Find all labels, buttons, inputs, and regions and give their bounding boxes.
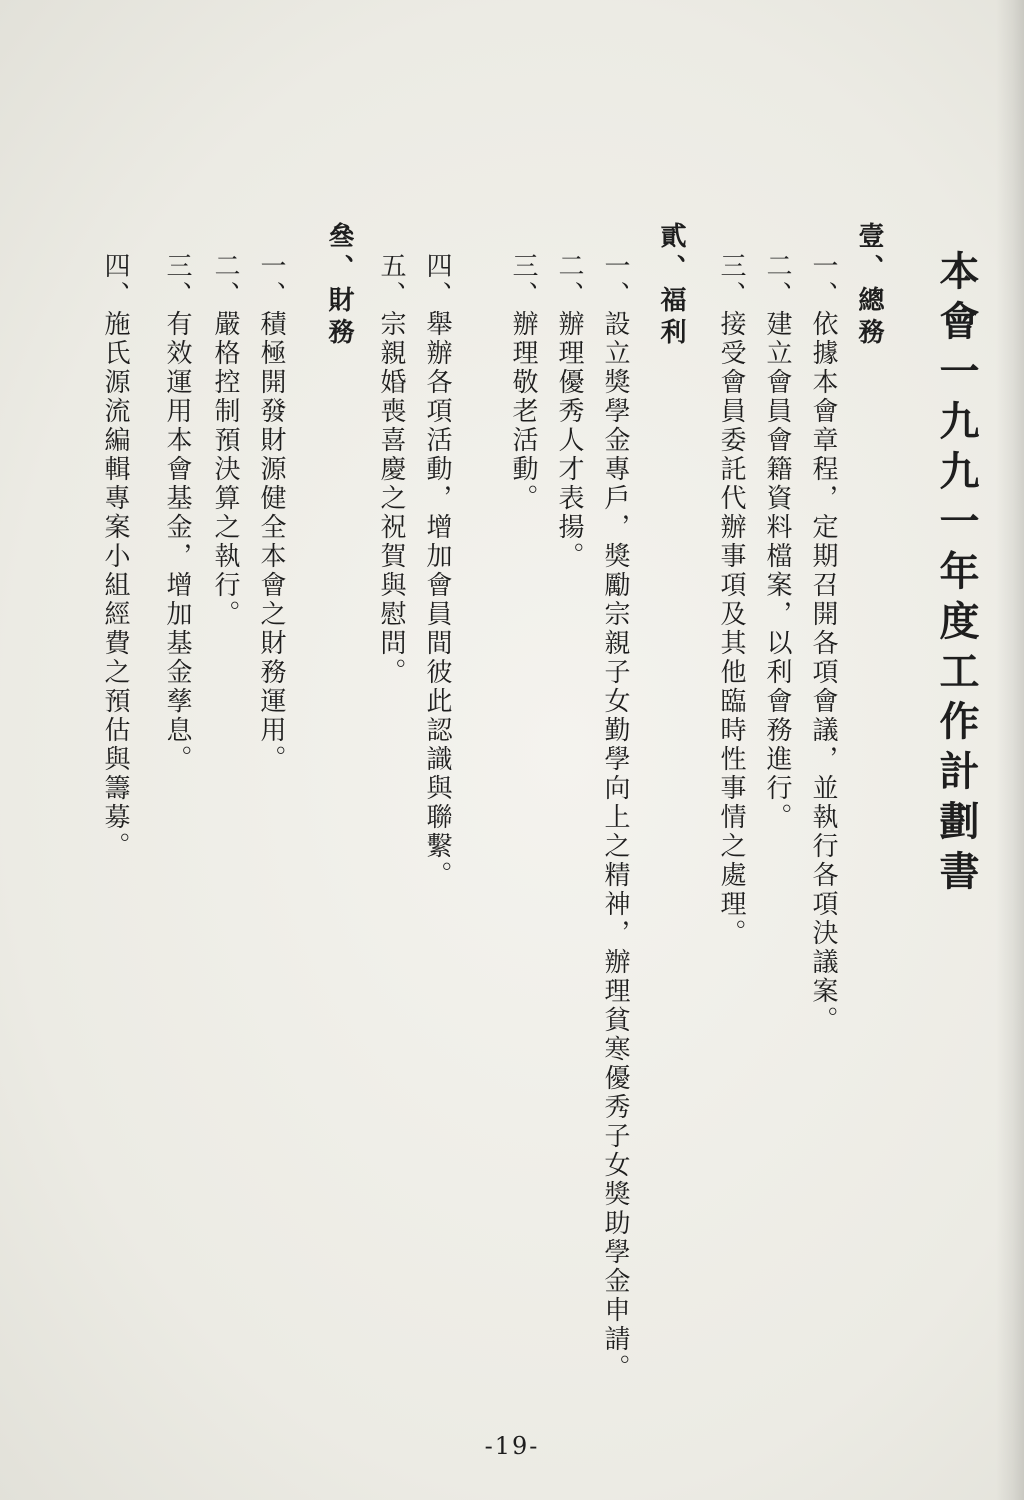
page-number: -19- xyxy=(484,1432,540,1460)
section-2-item-5: 五、宗親婚喪喜慶之祝賀與慰問。 xyxy=(376,252,406,687)
section-1-item-3: 三、接受會員委託代辦事項及其他臨時性事情之處理。 xyxy=(716,252,746,948)
section-2-item-2: 二、辦理優秀人才表揚。 xyxy=(554,252,584,571)
section-2-item-3: 三、辦理敬老活動。 xyxy=(508,252,538,513)
section-2-item-1: 一、設立獎學金專戶，獎勵宗親子女勤學向上之精神，辦理貧寒優秀子女獎助學金申請。 xyxy=(600,252,630,1383)
section-heading-welfare: 貳、福利 xyxy=(656,222,686,350)
section-3-item-1: 一、積極開發財源健全本會之財務運用。 xyxy=(256,252,286,774)
section-1-item-2: 二、建立會員會籍資料檔案，以利會務進行。 xyxy=(762,252,792,832)
section-heading-general-affairs: 壹、總務 xyxy=(854,222,884,350)
document-title: 本會一九九一年度工作計劃書 xyxy=(933,250,980,900)
section-heading-finance: 叄、財務 xyxy=(324,222,354,350)
page-fold-shadow xyxy=(996,0,1024,1500)
section-3-item-3: 三、有效運用本會基金，增加基金孳息。 xyxy=(162,252,192,774)
section-3-item-4: 四、施氏源流編輯專案小組經費之預估與籌募。 xyxy=(100,252,130,861)
section-1-item-1: 一、依據本會章程，定期召開各項會議，並執行各項決議案。 xyxy=(808,252,838,1035)
section-2-item-4: 四、舉辦各項活動，增加會員間彼此認識與聯繫。 xyxy=(422,252,452,890)
section-3-item-2: 二、嚴格控制預決算之執行。 xyxy=(210,252,240,629)
